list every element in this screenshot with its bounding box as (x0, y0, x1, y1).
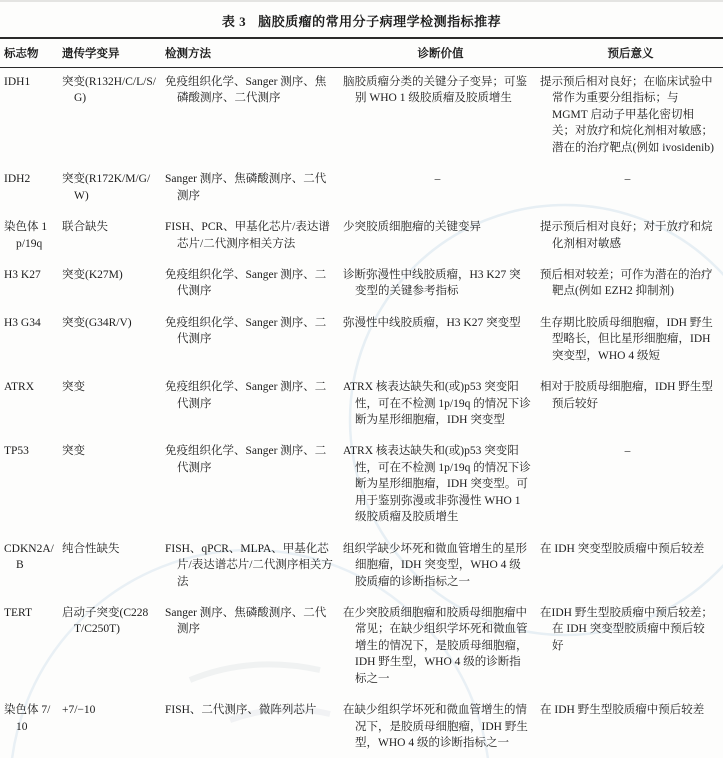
cell-diagnostic: ATRX 核表达缺失和(或)p53 突变阳性，可在不检测 1p/19q 的情况下诊断为星形细胞瘤，IDH 突变型 (343, 381, 531, 426)
cell-marker: CDKN2A/B (4, 542, 54, 572)
cell-method: FISH、qPCR、MLPA、甲基化芯片/表达谱芯片/二代测序相关方法 (165, 542, 333, 588)
cell-variation: 启动子突变(C228T/C250T) (62, 606, 149, 636)
column-header-prognostic: 预后意义 (540, 38, 723, 68)
column-header-method: 检测方法 (165, 38, 343, 68)
table-title-text: 脑胶质瘤的常用分子病理学检测指标推荐 (258, 14, 502, 29)
cell-prognostic: 在 IDH 野生型胶质瘤中预后较差 (540, 704, 705, 717)
cell-marker: H3 G34 (4, 316, 41, 329)
table-row (0, 68, 723, 166)
table-title (0, 0, 723, 37)
cell-marker: TP53 (4, 445, 29, 458)
cell-variation: 突变(G34R/V) (62, 316, 132, 329)
table-row (0, 165, 723, 213)
cell-diagnostic: 脑胶质瘤分类的关键分子变异；可鉴别 WHO 1 级胶质瘤及胶质增生 (343, 76, 527, 105)
cell-diagnostic: 在少突胶质细胞瘤和胶质母细胞瘤中常见；在缺少组织学坏死和微血管增生的情况下，是胶质母细胞瘤，IDH 野生型，WHO 4 级的诊断指标之一 (343, 606, 528, 685)
table-number: 表 3 (221, 14, 247, 29)
cell-variation: 突变 (62, 381, 85, 394)
column-header-marker: 标志物 (0, 38, 62, 68)
table-row (0, 696, 723, 758)
cell-variation: 突变 (62, 445, 85, 458)
cell-diagnostic: 弥漫性中线胶质瘤，H3 K27 突变型 (343, 316, 521, 329)
cell-method: 免疫组织化学、Sanger 测序、焦磷酸测序、二代测序 (165, 76, 327, 105)
cell-method: FISH、二代测序、微阵列芯片 (165, 704, 317, 717)
table-row (0, 535, 723, 599)
cell-method: 免疫组织化学、Sanger 测序、二代测序 (165, 268, 327, 298)
cell-marker: IDH2 (4, 173, 31, 186)
table-row (0, 309, 723, 373)
header-row (0, 38, 723, 68)
cell-prognostic: 在 IDH 突变型胶质瘤中预后较差 (540, 542, 705, 555)
cell-variation: 突变(R132H/C/L/S/G) (62, 76, 156, 105)
cell-variation: 纯合性缺失 (62, 542, 120, 555)
table-row (0, 373, 723, 437)
cell-marker: ATRX (4, 381, 35, 394)
cell-prognostic: 提示预后相对良好；对于放疗和烷化剂相对敏感 (540, 221, 713, 250)
cell-variation: 突变(K27M) (62, 268, 123, 281)
table-row (0, 437, 723, 534)
cell-marker: IDH1 (4, 76, 31, 88)
cell-diagnostic: ATRX 核表达缺失和(或)p53 突变阳性，可在不检测 1p/19q 的情况下诊断为星形细胞瘤，IDH 突变型。可用于鉴别弥漫或非弥漫性 WHO 1 级胶质瘤及胶质增生 (343, 445, 531, 524)
cell-method: 免疫组织化学、Sanger 测序、二代测序 (165, 316, 327, 346)
cell-method: Sanger 测序、焦磷酸测序、二代测序 (165, 173, 327, 202)
cell-marker: TERT (4, 606, 33, 619)
cell-method: Sanger 测序、焦磷酸测序、二代测序 (165, 606, 327, 636)
cell-variation: 联合缺失 (62, 221, 108, 234)
cell-diagnostic: 组织学缺少坏死和微血管增生的星形细胞瘤，IDH 突变型，WHO 4 级胶质瘤的诊断指标之一 (343, 542, 527, 588)
table-row (0, 261, 723, 309)
cell-prognostic: 预后相对较差；可作为潜在的治疗靶点(例如 EZH2 抑制剂) (540, 268, 713, 298)
cell-diagnostic: 在缺少组织学坏死和微血管增生的情况下，是胶质母细胞瘤，IDH 野生型，WHO 4 级的诊断指标之一 (343, 704, 528, 749)
cell-variation: 突变(R172K/M/G/W) (62, 173, 151, 202)
table-row (0, 213, 723, 261)
cell-prognostic: 相对于胶质母细胞瘤，IDH 野生型预后较好 (540, 381, 713, 410)
cell-diagnostic: 少突胶质细胞瘤的关键变异 (343, 221, 481, 234)
cell-method: 免疫组织化学、Sanger 测序、二代测序 (165, 381, 327, 410)
cell-variation: +7/−10 (62, 704, 96, 717)
cell-prognostic: 生存期比胶质母细胞瘤，IDH 野生型略长，但比星形细胞瘤，IDH 突变型，WHO 4 级短 (540, 316, 713, 362)
indicator-table (0, 37, 723, 758)
table-row (0, 599, 723, 696)
cell-method: FISH、PCR、甲基化芯片/表达谱芯片/二代测序相关方法 (165, 221, 330, 250)
cell-marker: 染色体 1p/19q (4, 221, 48, 250)
cell-marker: 染色体 7/10 (4, 704, 51, 733)
cell-prognostic: 提示预后相对良好；在临床试验中常作为重要分组指标；与 MGMT 启动子甲基化密切相关；对放疗和烷化剂相对敏感；潜在的治疗靶点(例如 ivosidenib) (540, 76, 714, 154)
cell-prognostic: 在IDH 野生型胶质瘤中预后较差；在 IDH 突变型胶质瘤中预后较好 (540, 606, 713, 652)
cell-marker: H3 K27 (4, 268, 41, 281)
column-header-variation: 遗传学变异 (62, 38, 165, 68)
column-header-diagnostic: 诊断价值 (343, 38, 540, 68)
cell-method: 免疫组织化学、Sanger 测序、二代测序 (165, 445, 327, 474)
cell-prognostic: – (624, 445, 631, 458)
cell-diagnostic: 诊断弥漫性中线胶质瘤，H3 K27 突变型的关键参考指标 (343, 268, 521, 298)
cell-prognostic: – (624, 173, 631, 186)
cell-diagnostic: – (434, 173, 441, 186)
